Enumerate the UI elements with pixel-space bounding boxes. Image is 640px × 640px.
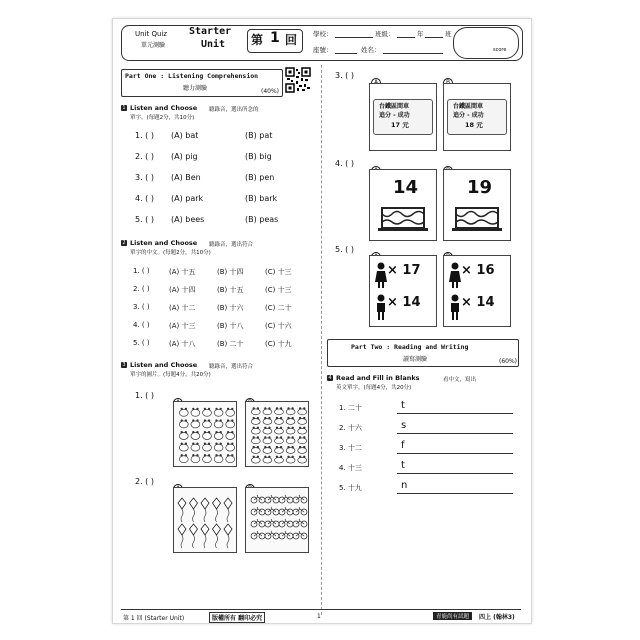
section-a-instr-1: 聽錄音，選出所念的 xyxy=(209,107,259,113)
a2-option-b[interactable]: (B) big xyxy=(245,152,272,161)
a5-option-a[interactable]: (A) bees xyxy=(171,215,205,224)
section-c-instr-1: 聽錄音，選出符合 xyxy=(209,364,254,370)
c2-picture-b[interactable] xyxy=(245,487,309,553)
ticket-a-price: 17 元 xyxy=(391,121,409,129)
a1-option-b[interactable]: (B) pat xyxy=(245,131,273,140)
d5-answer-line[interactable] xyxy=(397,493,513,494)
a3-option-a[interactable]: (A) Ben xyxy=(171,173,201,182)
d1-answer-line[interactable] xyxy=(397,413,513,414)
frog-grid-icon xyxy=(246,402,308,466)
cake-a-number: 14 xyxy=(393,177,419,198)
a2-number: 2. ( ) xyxy=(135,152,154,161)
score-box[interactable] xyxy=(453,27,519,59)
part-two-percent: (60%) xyxy=(499,358,518,365)
school-field[interactable] xyxy=(335,37,373,38)
b4-number: 4. ( ) xyxy=(133,321,150,329)
ticket-b-price: 18 元 xyxy=(465,121,483,129)
a1-option-a[interactable]: (A) bat xyxy=(171,131,199,140)
a5-option-b[interactable]: (B) peas xyxy=(245,215,279,224)
a4-number: 4. ( ) xyxy=(135,194,154,203)
d2-number: 2. 十六 xyxy=(339,424,362,432)
grade-label: 年 xyxy=(417,30,424,38)
cake-b-number: 19 xyxy=(467,177,493,198)
d1-number: 1. 二十 xyxy=(339,404,362,412)
footer-page: 1 xyxy=(317,613,321,620)
a1-number: 1. ( ) xyxy=(135,131,154,140)
b5-option-b[interactable]: (B) 二十 xyxy=(217,340,244,348)
round-number: 1 xyxy=(270,30,280,46)
c1-number: 1. ( ) xyxy=(135,391,154,400)
b4-option-c[interactable]: (C) 十六 xyxy=(265,322,292,330)
b2-number: 2. ( ) xyxy=(133,285,150,293)
b3-option-b[interactable]: (B) 十六 xyxy=(217,304,244,312)
a4-option-a[interactable]: (A) park xyxy=(171,194,204,203)
b4-option-a[interactable]: (A) 十三 xyxy=(169,322,196,330)
class-field[interactable] xyxy=(425,37,443,38)
b1-number: 1. ( ) xyxy=(133,267,150,275)
section-d-instr-1: 看中文，寫出 xyxy=(443,377,477,383)
bikes-icon xyxy=(246,488,308,552)
d4-letter: t xyxy=(401,460,405,471)
footer-left: 第 1 回 (Starter Unit) xyxy=(123,615,185,622)
kites-icon xyxy=(174,488,236,552)
d5-number: 5. 十九 xyxy=(339,484,362,492)
class-unit: 班 xyxy=(445,30,452,38)
a2-option-a[interactable]: (A) pig xyxy=(171,152,198,161)
section-d-instr-2: 英文單字。(每題4分，共20分) xyxy=(336,385,412,391)
part-one-title: Part One : Listening Comprehension xyxy=(125,72,259,80)
qr-code-icon[interactable] xyxy=(285,67,311,93)
b3-option-c[interactable]: (C) 二十 xyxy=(265,304,292,312)
b1-option-a[interactable]: (A) 十五 xyxy=(169,268,196,276)
b4-option-b[interactable]: (B) 十八 xyxy=(217,322,244,330)
column-divider xyxy=(321,65,322,615)
a4-option-b[interactable]: (B) bark xyxy=(245,194,278,203)
name-label: 姓名： xyxy=(361,46,381,54)
r3-number: 3. ( ) xyxy=(335,71,354,80)
part-two-title: Part Two : Reading and Writing xyxy=(351,343,469,351)
b5-option-a[interactable]: (A) 十八 xyxy=(169,340,196,348)
girl-boy-icon xyxy=(374,262,388,322)
section-a-instr-2: 單字。(每題2分，共10分) xyxy=(130,115,195,121)
section-c-title: Listen and Choose xyxy=(130,361,198,369)
ticket-b-sub: 追分 - 成功 xyxy=(453,112,484,119)
a5-number: 5. ( ) xyxy=(135,215,154,224)
b2-option-c[interactable]: (C) 十三 xyxy=(265,286,292,294)
footer-rule xyxy=(121,609,521,610)
section-c-number: 3 xyxy=(122,362,126,368)
ticket-a-sub: 追分 - 成功 xyxy=(379,112,410,119)
part-one-subtitle: 聽力測驗 xyxy=(183,85,208,92)
ticket-a-title: 台鐵區間車 xyxy=(379,103,410,110)
quiz-label: Unit Quiz xyxy=(135,30,168,38)
b2-option-b[interactable]: (B) 十五 xyxy=(217,286,244,294)
worksheet-page xyxy=(112,18,532,624)
b1-option-b[interactable]: (B) 十四 xyxy=(217,268,244,276)
count-a-girl: × 17 xyxy=(387,263,421,278)
r4-number: 4. ( ) xyxy=(335,159,354,168)
section-a-title: Listen and Choose xyxy=(130,104,198,112)
section-b-title: Listen and Choose xyxy=(130,239,198,247)
a3-option-b[interactable]: (B) pen xyxy=(245,173,275,182)
part-two-subtitle: 讀寫測驗 xyxy=(403,356,428,363)
c2-number: 2. ( ) xyxy=(135,477,154,486)
b2-option-a[interactable]: (A) 十四 xyxy=(169,286,196,294)
section-b-number: 2 xyxy=(122,240,126,246)
unit-title-1: Starter xyxy=(189,26,232,37)
d1-letter: t xyxy=(401,400,405,411)
footer-brand: 青鹿尚有試題 xyxy=(433,612,472,620)
b3-option-a[interactable]: (A) 十二 xyxy=(169,304,196,312)
d5-letter: n xyxy=(401,480,408,491)
b1-option-c[interactable]: (C) 十三 xyxy=(265,268,292,276)
girl-boy-icon xyxy=(448,262,462,322)
count-b-boy: × 14 xyxy=(461,295,495,310)
section-a-number: 1 xyxy=(122,105,126,111)
d2-letter: s xyxy=(401,420,407,431)
count-b-girl: × 16 xyxy=(461,263,495,278)
footer-rights: 版權所有 翻印必究 xyxy=(209,612,265,623)
b3-number: 3. ( ) xyxy=(133,303,150,311)
name-field[interactable] xyxy=(383,53,443,54)
seat-label: 座號： xyxy=(313,46,333,54)
seat-field[interactable] xyxy=(335,53,357,54)
d4-answer-line[interactable] xyxy=(397,473,513,474)
footer-grade: 四上 (翰林3) xyxy=(479,614,515,621)
d2-answer-line[interactable] xyxy=(397,433,513,434)
unit-title-2: Unit xyxy=(201,39,226,50)
r5-number: 5. ( ) xyxy=(335,245,354,254)
d4-number: 4. 十三 xyxy=(339,464,362,472)
round-suffix: 回 xyxy=(285,33,298,47)
section-b-instr-2: 單字的中文。(每題2分，共10分) xyxy=(130,250,211,256)
d3-letter: f xyxy=(401,440,405,451)
b5-number: 5. ( ) xyxy=(133,339,150,347)
section-c-instr-2: 單字的圖片。(每題4分，共20分) xyxy=(130,372,211,378)
frog-grid-icon xyxy=(174,402,236,466)
c1-picture-b[interactable] xyxy=(245,401,309,467)
d3-number: 3. 十二 xyxy=(339,444,362,452)
b5-option-c[interactable]: (C) 十九 xyxy=(265,340,292,348)
d3-answer-line[interactable] xyxy=(397,453,513,454)
quiz-sub: 單元測驗 xyxy=(141,42,166,49)
class-label: 班級： xyxy=(375,30,395,38)
c1-picture-a[interactable] xyxy=(173,401,237,467)
section-d-title: Read and Fill in Blanks xyxy=(336,374,420,382)
a3-number: 3. ( ) xyxy=(135,173,154,182)
count-a-boy: × 14 xyxy=(387,295,421,310)
section-b-instr-1: 聽錄音，選出符合 xyxy=(209,242,254,248)
section-d-number: 4 xyxy=(328,375,332,381)
school-label: 學校： xyxy=(313,30,333,38)
ticket-b-title: 台鐵區間車 xyxy=(453,103,484,110)
c2-picture-a[interactable] xyxy=(173,487,237,553)
score-label: score xyxy=(493,47,507,53)
part-one-percent: (40%) xyxy=(261,88,280,95)
round-prefix: 第 xyxy=(251,33,264,47)
grade-field[interactable] xyxy=(397,37,415,38)
